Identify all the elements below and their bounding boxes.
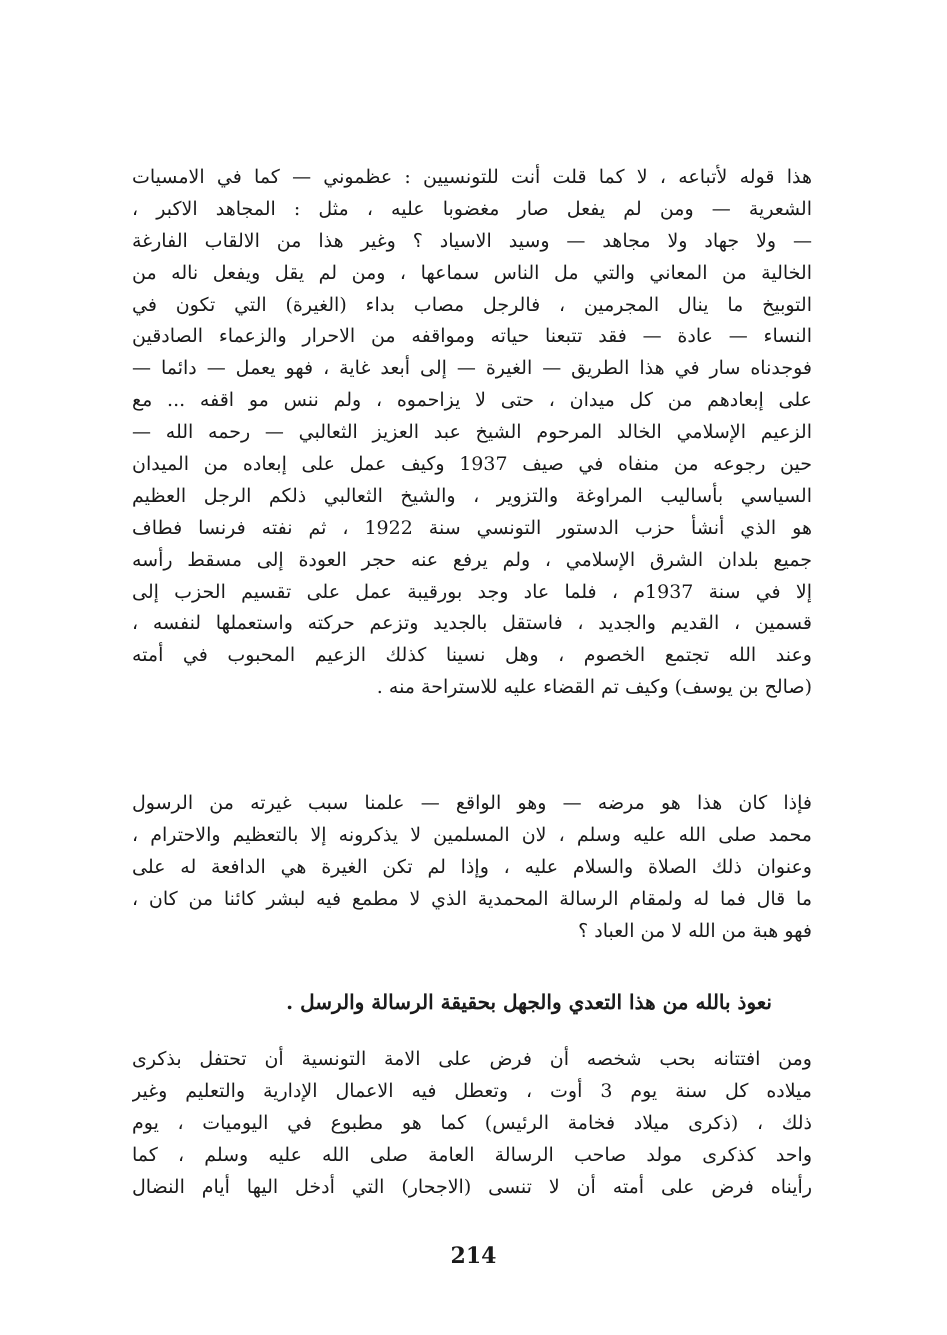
text-line: فوجدناه سار في هذا الطريق — الغيرة — إلى أبعد غاية ، فهو يعمل — دائما — <box>132 357 812 380</box>
text-line: هذا قوله لأتباعه ، لا كما قلت أنت للتونسيين : عظموني — كما في الامسيات <box>132 166 812 188</box>
text-line: ومن افتتانه بحب شخصه أن فرض على الامة التونسية أن تحتفل بذكرى <box>132 1048 812 1070</box>
text-line: حين رجوعه من منفاه في صيف 1937 وكيف عمل على إبعاده من الميدان <box>132 453 812 476</box>
text-line: قسمين ، القديم والجديد ، فاستقل بالجديد وتزعم حركته واستعملها لنفسه ، <box>132 612 812 635</box>
text-line: رأيناه فرض على أمته أن لا تنسى (الاجحار) التي أدخل اليها أيام النضال <box>132 1175 812 1198</box>
text-line: ما قال فما له ولمقام الرسالة المحمدية الذي لا مطمع فيه لبشر كائنا من كان ، <box>132 887 812 910</box>
text-line: السياسي بأساليب المراوغة والتزوير ، والشيخ الثعالبي ذلكم الرجل العظيم <box>132 484 812 507</box>
paragraph-2 <box>132 788 812 947</box>
text-line: إلا في سنة 1937م ، فلما عاد وجد بورقيبة عمل على تقسيم الحزب إلى <box>132 580 812 603</box>
text-line: هو الذي أنشأ حزب الدستور التونسي سنة 1922 ، ثم نفته فرنسا فطاف <box>132 516 812 539</box>
text-line: الزعيم الإسلامي الخالد المرحوم الشيخ عبد العزيز الثعالبي — رحمه الله — <box>132 421 812 444</box>
text-line: التوبيخ ما ينال المجرمين ، فالرجل مصاب بداء (الغيرة) التي تكون في <box>132 293 812 316</box>
text-line: الخالية من المعاني والتي مل الناس سماعها ، ومن لم يقل ويفعل ناله من <box>132 261 812 284</box>
text-line: — ولا جهاد ولا مجاهد — وسيد الاسياد ؟ وغير هذا من الالقاب الفارغة <box>132 229 812 252</box>
text-line: الشعرية — ومن لم يفعل صار مغضوبا عليه ، مثل : المجاهد الاكبر ، <box>132 197 812 220</box>
text-line: على إبعادهم من كل ميدان ، حتى لا يزاحموه ، ولم ننس مو اقفه ... مع <box>132 389 812 412</box>
paragraph-1 <box>132 162 812 704</box>
text-line: جميع بلدان الشرق الإسلامي ، ولم يرفع عنه حجر العودة إلى مسقط رأسه <box>132 548 812 571</box>
text-line: فإذا كان هذا هو مرضه — وهو الواقع — علمنا سبب غيرته من الرسول <box>132 792 812 814</box>
page-number: 214 <box>450 1243 497 1269</box>
text-line: وعند الله تجتمع الخصوم ، وهل نسينا كذلك الزعيم المحبوب في أمته <box>132 644 812 667</box>
text-line: وعنوان ذلك الصلاة والسلام عليه ، وإذا لم تكن الغيرة هي الدافعة له على <box>132 855 812 878</box>
text-line: فهو هبة من الله لا من العباد ؟ <box>578 919 812 942</box>
text-line: (صالح بن يوسف) وكيف تم القضاء عليه للاستراحة منه . <box>376 676 812 699</box>
text-line: ميلاده كل سنة يوم 3 أوت ، وتعطل فيه الاعمال الإدارية والتعليم وغير <box>132 1079 812 1102</box>
text-line: ذلك ، (ذكرى ميلاد فخامة الرئيس) كما هو مطبوع في اليوميات ، يوم <box>132 1111 812 1134</box>
text-line: واحد كذكرى مولد صاحب الرسالة العامة صلى الله عليه وسلم ، كما <box>132 1143 812 1166</box>
text-line: محمد صلى الله عليه وسلم ، لان المسلمين لا يذكرونه إلا بالتعظيم والاحترام ، <box>132 823 812 846</box>
section-heading: نعوذ بالله من هذا التعدي والجهل بحقيقة الرسالة والرسل . <box>286 990 772 1014</box>
paragraph-3 <box>132 1044 812 1203</box>
text-line: النساء — عادة — فقد تتبعنا حياته ومواقفه من الاحرار والزعماء الصادقين <box>132 325 812 348</box>
